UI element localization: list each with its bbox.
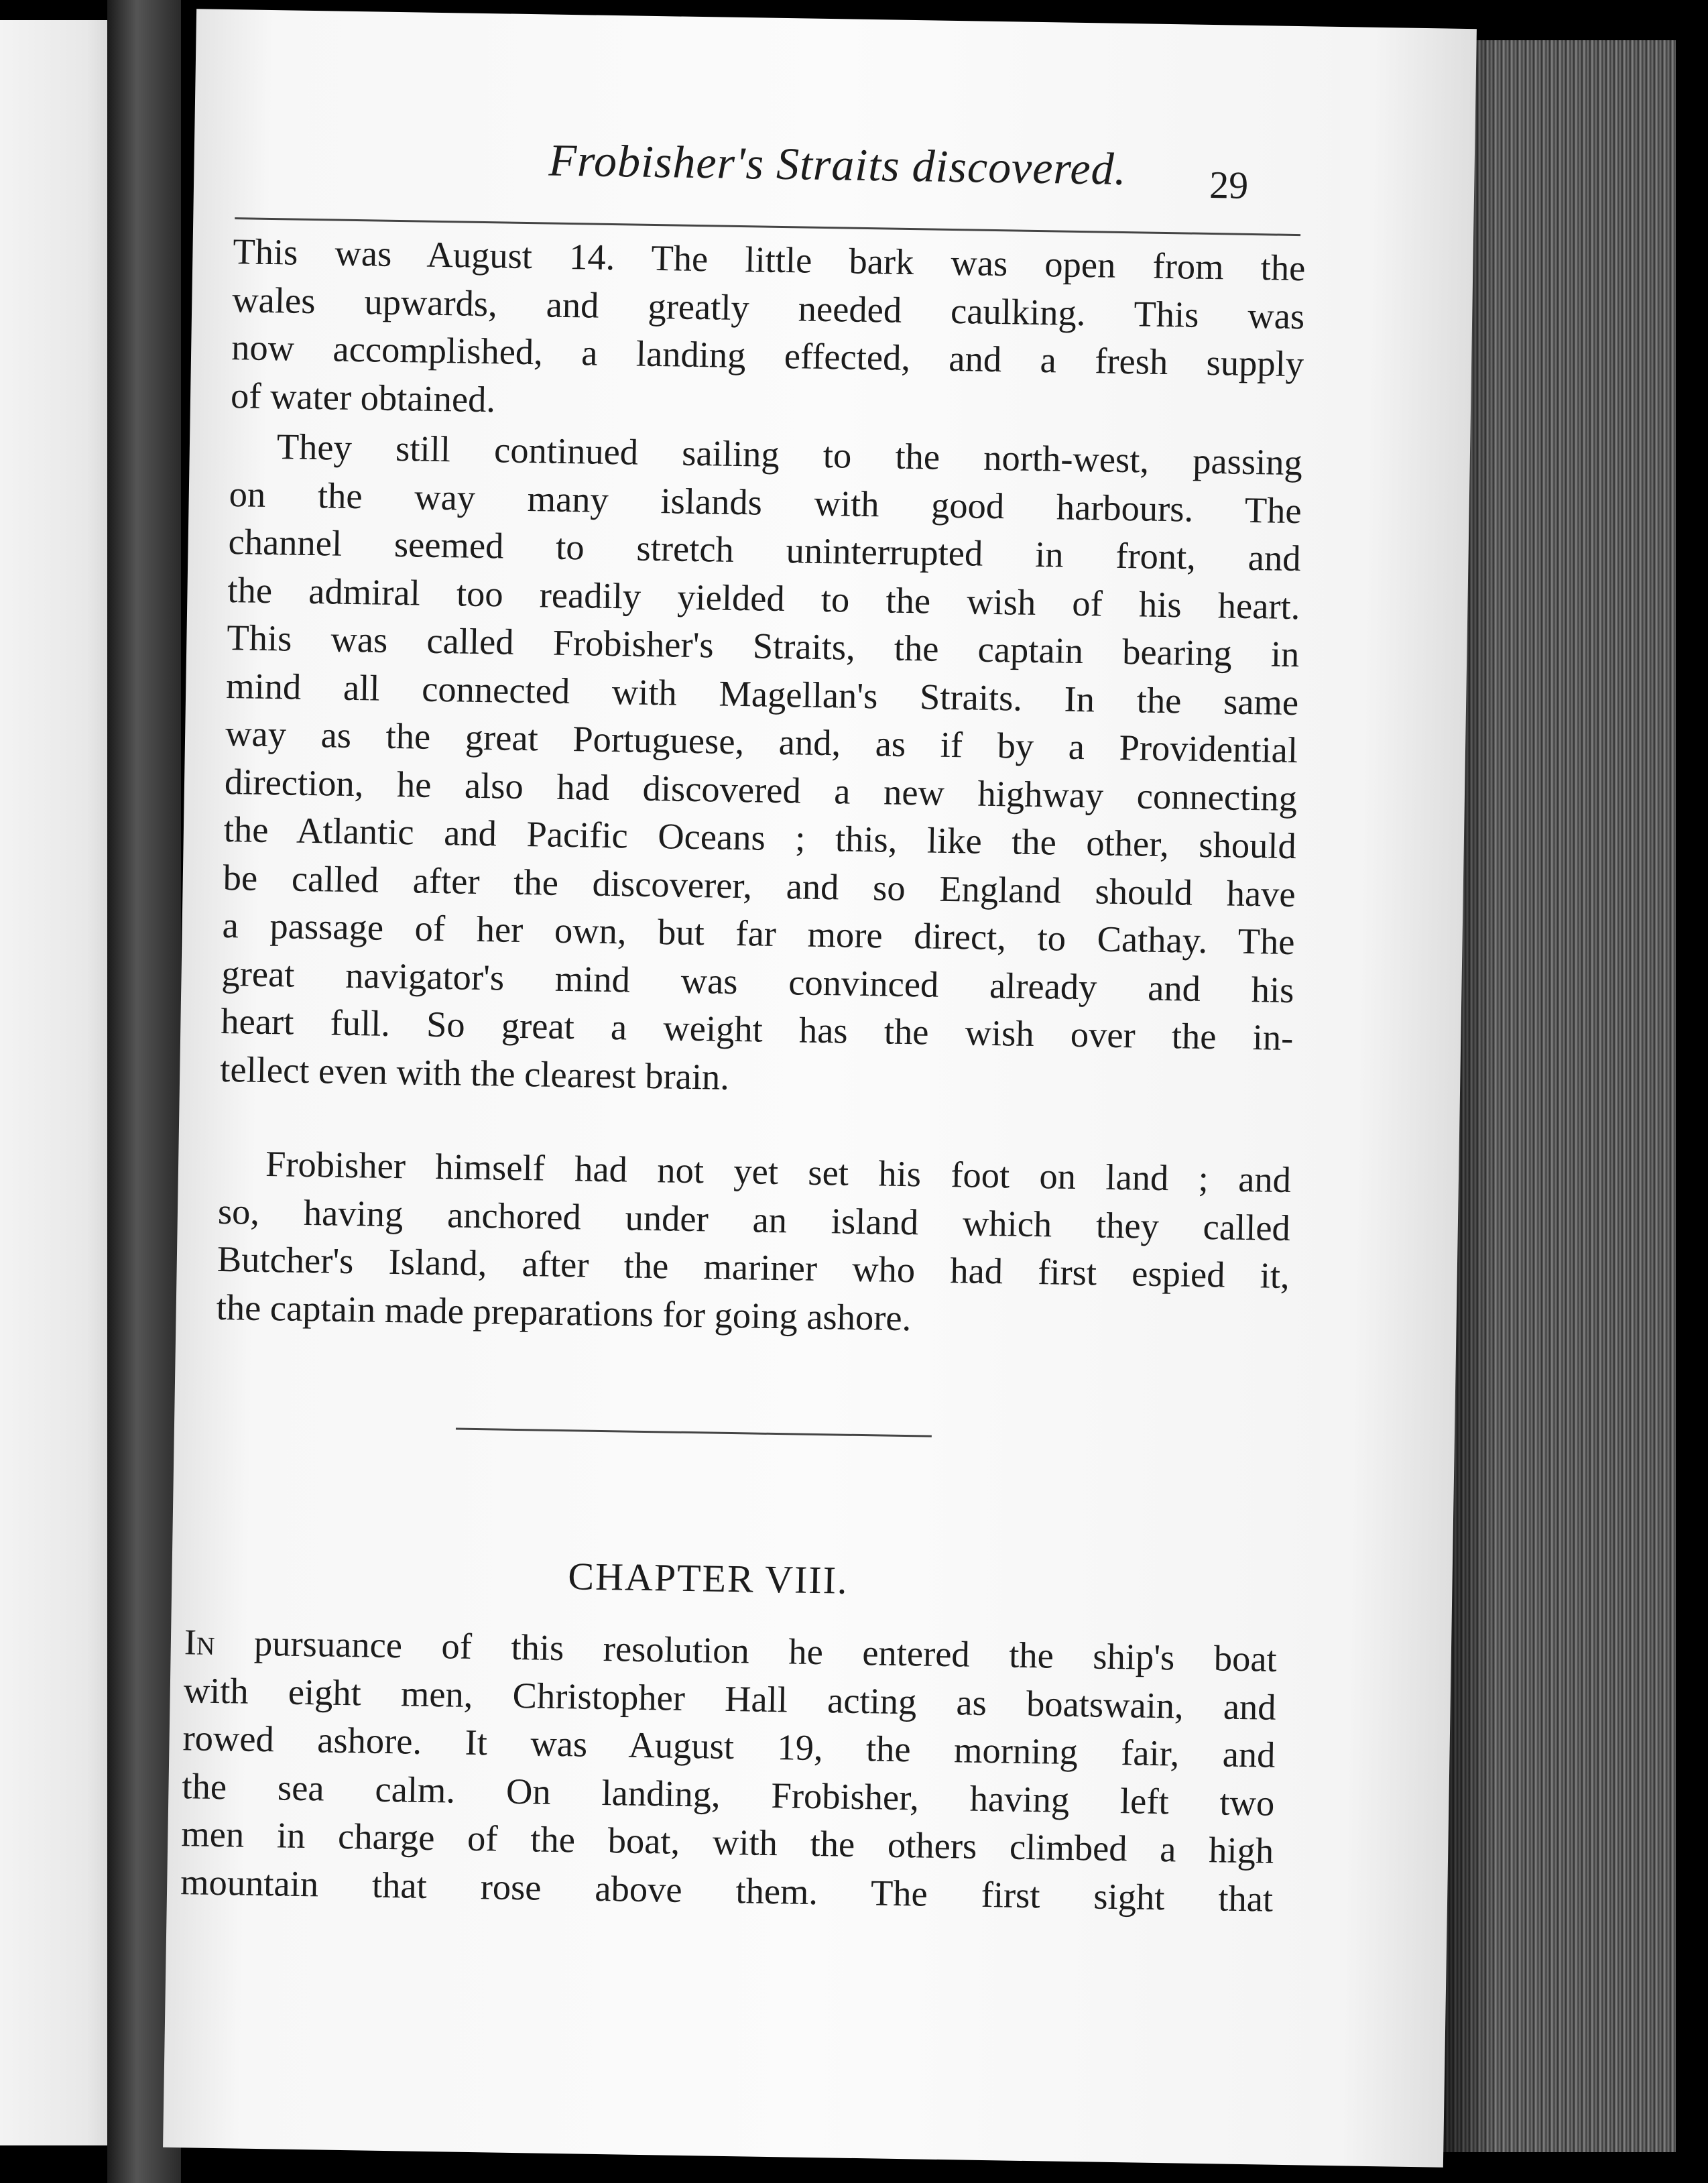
chapter-title: CHAPTER VIII.	[567, 1554, 849, 1602]
text-line: on the way many islands with good harbours. The	[229, 473, 1302, 531]
dropcap: In	[184, 1621, 215, 1663]
text-line: of water obtained.	[230, 374, 496, 420]
text-line: This was August 14. The little bark was open from the	[233, 231, 1306, 289]
text-line: the Atlantic and Pacific Oceans ; this, like the other, should	[223, 808, 1297, 867]
text-line: Frobisher himself had not yet set his foot on land ; and	[265, 1143, 1292, 1201]
text-line: great navigator's mind was convinced already and his	[221, 952, 1294, 1010]
book-page	[163, 9, 1477, 2168]
facing-page-edge	[0, 20, 124, 2145]
running-head: Frobisher's Straits discovered.	[548, 134, 1127, 195]
text-line: direction, he also had discovered a new highway connecting	[224, 760, 1298, 819]
text-line: This was called Frobisher's Straits, the captain bearing in	[226, 617, 1300, 675]
paragraph	[231, 227, 1306, 436]
section-divider	[456, 1428, 932, 1437]
text-line-rest: pursuance of this resolution he entered the ship's boat	[215, 1621, 1278, 1679]
text-line: with eight men, Christopher Hall acting as boatswain, and	[183, 1669, 1277, 1728]
text-line: way as the great Portuguese, and, as if by a Providential	[225, 713, 1298, 771]
text-line: mountain that rose above them. The first sight that	[180, 1861, 1274, 1920]
text-line: heart full. So great a weight has the wish over the in-	[220, 1000, 1294, 1059]
background-edge	[1676, 0, 1708, 2183]
text-line: tellect even with the clearest brain.	[219, 1048, 730, 1098]
text-line: channel seemed to stretch uninterrupted in front, and	[228, 521, 1301, 579]
text-line: now accomplished, a landing effected, and a fresh supply	[231, 327, 1304, 385]
text-line: wales upwards, and greatly needed caulking. This was	[231, 278, 1305, 337]
page-number: 29	[1209, 162, 1249, 207]
chapter-opening-paragraph	[180, 1618, 1278, 1923]
paragraph	[220, 422, 1303, 1110]
text-line: a passage of her own, but far more direct, to Cathay. The	[222, 904, 1295, 963]
text-line: the sea calm. On landing, Frobisher, having left two	[182, 1765, 1275, 1824]
paragraph	[216, 1139, 1291, 1348]
text-line: mind all connected with Magellan's Straits. In the same	[225, 664, 1299, 723]
text-line: the admiral too readily yielded to the wish of his heart.	[227, 569, 1300, 627]
text-line: They still continued sailing to the north-west, passing	[276, 426, 1303, 483]
text-line: so, having anchored under an island which they called	[217, 1190, 1291, 1248]
text-line: be called after the discoverer, and so England should have	[223, 856, 1296, 914]
text-line: Butcher's Island, after the mariner who had first espied it,	[217, 1238, 1290, 1297]
text-line: rowed ashore. It was August 19, the morning fair, and	[182, 1717, 1276, 1775]
text-line: the captain made preparations for going ashore.	[216, 1286, 912, 1338]
text-line: men in charge of the boat, with the others climbed a high	[180, 1813, 1274, 1871]
